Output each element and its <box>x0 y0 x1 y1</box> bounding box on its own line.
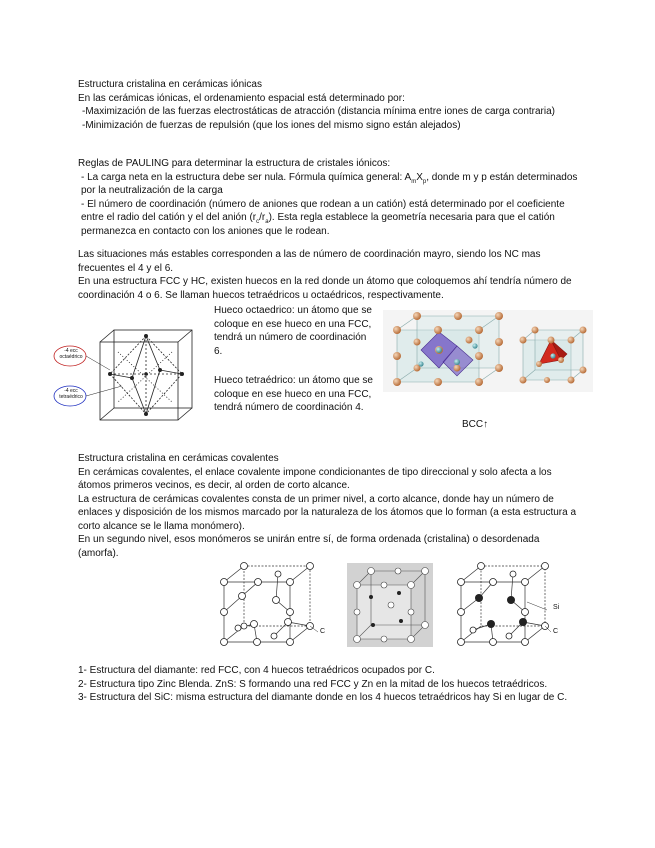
sic-structure-diagram <box>453 560 553 646</box>
pauling-heading: Reglas de PAULING para determinar la estructura de cristales iónicos: <box>78 158 391 169</box>
covalent-p1: En cerámicas covalentes, el enlace covalente impone condicionantes de tipo direccional y solo afecta a los átomos primeros vecinos, es decir, al orden de corto alcance. <box>78 466 552 491</box>
ionic-point-1: -Maximización de las fuerzas electrostáticas de atracción (distancia mínima entre iones de carga contraria) <box>82 106 555 117</box>
bcc-caption: BCC↑ <box>462 419 489 430</box>
section-covalent-title: Estructura cristalina en cerámicas covalentes <box>78 453 279 464</box>
section-covalent <box>78 452 580 560</box>
stability-text <box>78 248 580 302</box>
structures-list <box>78 664 580 705</box>
list-item-3: 3- Estructura del SiC: misma estructura del diamante donde en los 4 huecos tetraédricos hay Si en lugar de C. <box>78 692 568 703</box>
octahedral-hole-diagram <box>52 322 212 432</box>
octahedral-hole-text: Hueco octaedrico: un átomo que se coloque en ese hueco en una FCC, tendrá un número de coordinación 6. <box>214 305 372 357</box>
section-ionic <box>78 78 580 132</box>
diamond-structure-diagram <box>214 560 326 646</box>
section-ionic-title: Estructura cristalina en cerámicas iónicas <box>78 79 262 90</box>
covalent-p2: La estructura de cerámicas covalentes consta de un primer nivel, a corto alcance, donde hay un número de enlaces y disposición de los mismos marcado por la naturaleza de los átomos que lo forman (a esta estructura a corto alcance se le llama monómero). <box>78 493 577 532</box>
pauling-rules <box>78 157 580 238</box>
pauling-rule-2: - El número de coordinación (número de aniones que rodean a un catión) está determinado por el coeficiente entre el radio del catión y el del anión $(r_c/r_a)$. Esta regla establece la geometría necesaria para que el catión permanezca en contacto con los aniones que le rodean. <box>81 198 565 237</box>
section-ionic-intro: En las cerámicas iónicas, el ordenamiento espacial está determinado por: <box>78 92 405 104</box>
tetrahedral-hole-text: Hueco tetraédrico: un átomo que se coloque en ese hueco en una FCC, tendrá número de coordinación 4. <box>214 375 373 413</box>
sic-label-si: Si <box>553 604 560 611</box>
sic-label-c: C <box>553 628 559 635</box>
list-item-1: 1- Estructura del diamante: red FCC, con 4 huecos tetraédricos ocupados por C. <box>78 665 435 676</box>
label-octahedral: -4 ecc octaédrico <box>59 348 83 360</box>
pauling-rule-1: - La carga neta en la estructura debe ser nula. Fórmula química general: $A_mX_p$, donde m y p están determinados por la neutralización de la carga <box>81 171 578 196</box>
ionic-point-2: -Minimización de fuerzas de repulsión (que los iones del mismo signo están alejados) <box>82 119 461 131</box>
diamond-label-c: C <box>320 628 326 635</box>
list-item-2: 2- Estructura tipo Zinc Blenda. ZnS: S formando una red FCC y Zn en la mitad de los huecos tetraédricos. <box>78 678 548 690</box>
covalent-p3: En un segundo nivel, esos monómeros se unirán entre sí, de forma ordenada (cristalina) o desordenada (amorfa). <box>78 534 540 559</box>
lattice-holes-illustration <box>383 310 593 392</box>
zinc-blende-structure-diagram <box>347 563 433 647</box>
stability-p2: En una estructura FCC y HC, existen huecos en la red donde un átomo que coloquemos ahí tendría número de coordinación 4 o 6. Se llaman huecos tetraédricos u octaédricos, respectivamente. <box>78 276 572 301</box>
stability-p1: Las situaciones más estables corresponden a las de número de coordinación mayro, siendo los NC mas frecuentes el 4 y el 6. <box>78 249 541 274</box>
label-tetrahedral: -4 ecc tetraédrico <box>59 388 83 400</box>
